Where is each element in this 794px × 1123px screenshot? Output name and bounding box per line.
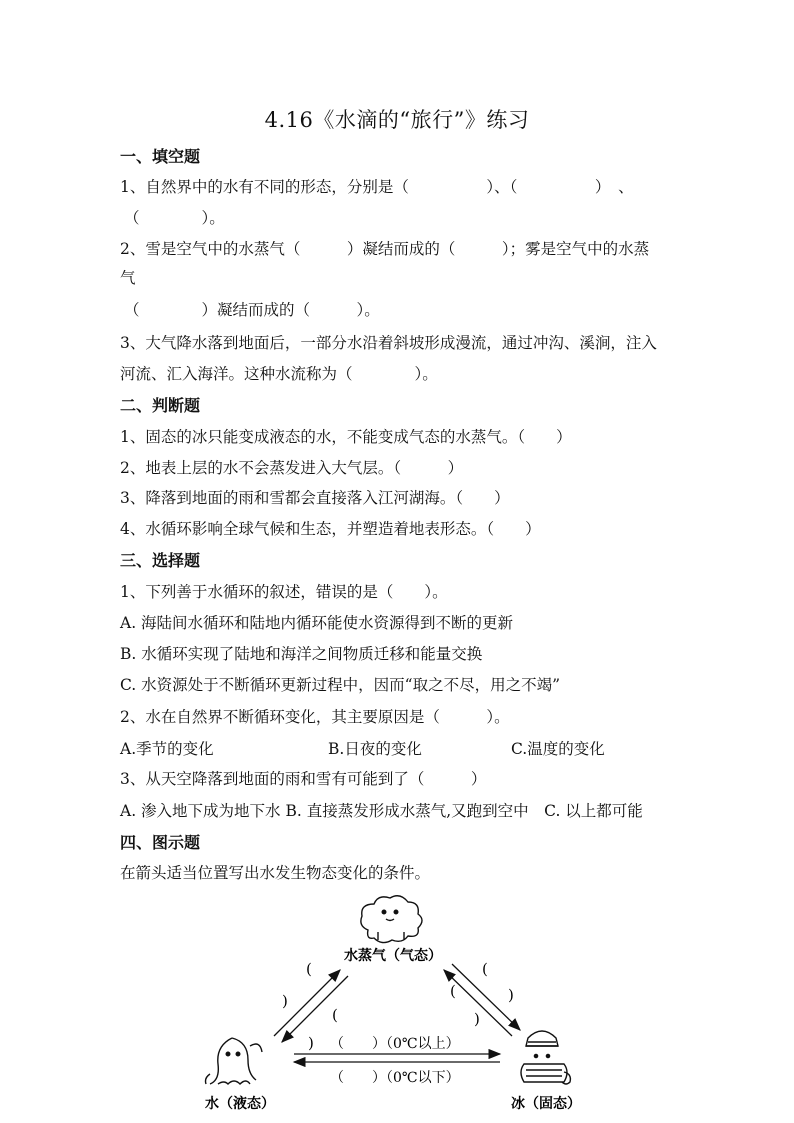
choice-q1-option-c: C. 水资源处于不断循环更新过程中，因而“取之不尽，用之不竭” [120,676,561,694]
choice-q1-option-a: A. 海陆间水循环和陆地内循环能使水资源得到不断的更新 [120,614,514,632]
tf-item-3: 3、降落到地面的雨和雪都会直接落入江河湖海。（ ） [120,489,510,507]
page-title: 4.16《水滴的“旅行”》练习 [264,108,530,132]
tf-item-1: 1、固态的冰只能变成液态的水，不能变成气态的水蒸气。（ ） [120,428,572,446]
section-heading-fill-blank: 一、填空题 [120,147,201,166]
choice-question-1: 1、下列善于水循环的叙述，错误的是（ ）。 [120,583,448,601]
question-1-2-line2: 气 [120,269,136,287]
bracket-open-right-upper: ( [482,960,488,978]
question-1-3-line2: 河流、汇入海洋。这种水流称为（ ）。 [120,365,438,383]
lower-condition-label: （ ）（0℃以下） [330,1070,460,1086]
upper-condition-label: （ ）（0℃以上） [330,1036,460,1052]
choice-q2-option-b: B.日夜的变化 [328,740,422,758]
vapor-label: 水蒸气（气态） [344,948,442,964]
diagram-instruction: 在箭头适当位置写出水发生物态变化的条件。 [120,864,431,882]
water-drop-icon [206,1038,263,1084]
ice-icon [521,1031,570,1084]
choice-question-3: 3、从天空降落到地面的雨和雪有可能到了（ ） [120,770,487,788]
choice-q2-option-a: A.季节的变化 [120,740,214,758]
question-1-3-line1: 3、大气降水落到地面后，一部分水沿着斜坡形成漫流，通过冲沟、溪涧，注入 [120,334,657,352]
bracket-open-left-upper: ( [306,960,312,978]
section-heading-choice: 三、选择题 [120,551,201,570]
bracket-close-right-lower: ) [474,1010,480,1028]
water-state-diagram [190,888,610,1118]
tf-item-4: 4、水循环影响全球气候和生态，并塑造着地表形态。（ ） [120,520,541,538]
bracket-open-left-lower: ( [332,1006,338,1024]
cloud-icon [361,896,422,943]
choice-q2-option-c: C.温度的变化 [511,740,605,758]
question-1-2-line3: （ ）凝结而成的（ ）。 [124,301,380,319]
bracket-close-left-lower: ) [308,1034,314,1052]
choice-question-2: 2、水在自然界不断循环变化，其主要原因是（ ）。 [120,708,510,726]
question-1-1-line2: （ ）。 [124,209,225,227]
choice-q3-options: A. 渗入地下成为地下水 B. 直接蒸发形成水蒸气,又跑到空中 C. 以上都可能 [120,802,643,820]
bracket-open-right-lower: ( [450,982,456,1000]
section-heading-diagram: 四、图示题 [120,833,201,852]
tf-item-2: 2、地表上层的水不会蒸发进入大气层。（ ） [120,459,464,477]
question-1-1-line1: 1、自然界中的水有不同的形态，分别是（ ）、（ ） 、 [120,178,634,196]
arrow-vapor-to-water [282,976,348,1042]
section-heading-true-false: 二、判断题 [120,396,201,415]
bracket-close-left-upper: ) [282,992,288,1010]
ice-label: 冰（固态） [511,1096,581,1112]
choice-q1-option-b: B. 水循环实现了陆地和海洋之间物质迁移和能量交换 [120,645,483,663]
bracket-close-right-upper: ) [508,986,514,1004]
water-label: 水（液态） [205,1096,275,1112]
question-1-2-line1: 2、雪是空气中的水蒸气（ ）凝结而成的（ ）；雾是空气中的水蒸 [120,240,650,258]
